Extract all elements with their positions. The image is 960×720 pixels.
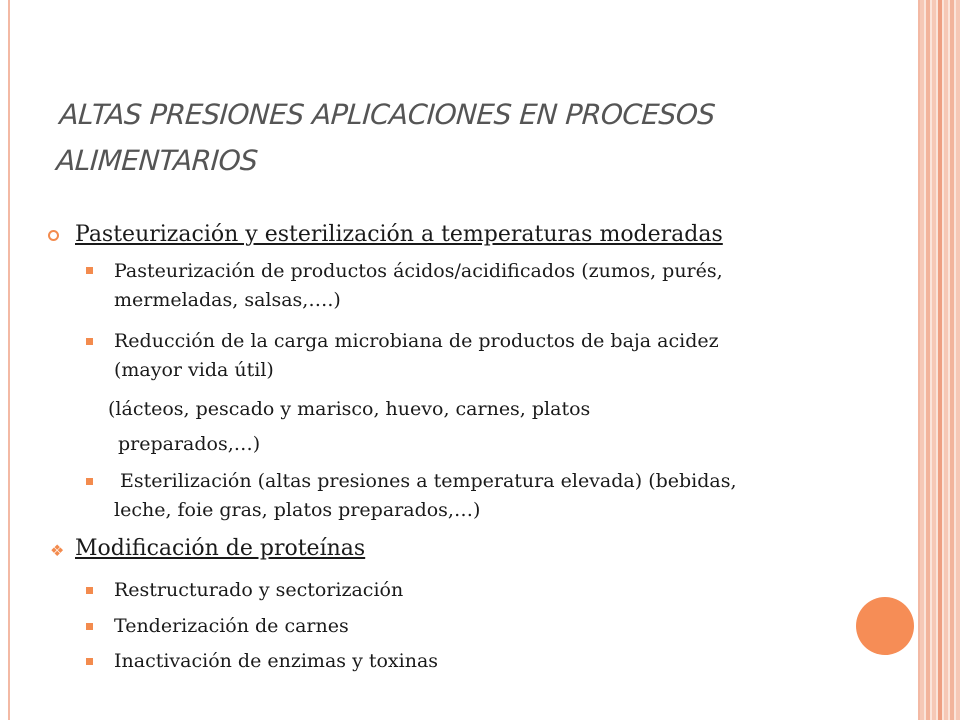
section-heading: Modificación de proteínas <box>75 536 366 561</box>
list-item: Inactivación de enzimas y toxinas <box>114 650 439 672</box>
list-item: Restructurado y sectorización <box>114 579 404 601</box>
list-item: Pasteurización de productos ácidos/acidificados (zumos, purés, <box>114 260 723 282</box>
diamond-bullet-icon: ❖ <box>50 541 65 560</box>
decorative-stripes <box>920 0 960 720</box>
square-bullet-icon <box>86 658 93 665</box>
square-bullet-icon <box>86 478 93 485</box>
list-item: leche, foie gras, platos preparados,…) <box>114 499 481 521</box>
list-item: Esterilización (altas presiones a temperatura elevada) (bebidas, <box>114 470 737 492</box>
square-bullet-icon <box>86 267 93 274</box>
ring-bullet-icon <box>48 230 59 241</box>
decorative-circle <box>856 597 914 655</box>
square-bullet-icon <box>86 587 93 594</box>
slide-title: ALTAS PRESIONES APLICACIONES EN PROCESOS ALIMENTARIOS <box>55 98 716 177</box>
list-item: (lácteos, pescado y marisco, huevo, carnes, platos <box>108 398 591 420</box>
section-heading: Pasteurización y esterilización a temperaturas moderadas <box>75 222 723 247</box>
list-item: Tenderización de carnes <box>114 615 349 637</box>
list-item: preparados,…) <box>118 433 261 455</box>
list-item: (mayor vida útil) <box>114 359 274 381</box>
square-bullet-icon <box>86 623 93 630</box>
list-item: Reducción de la carga microbiana de productos de baja acidez <box>114 330 719 352</box>
square-bullet-icon <box>86 338 93 345</box>
list-item: mermeladas, salsas,….) <box>114 289 341 311</box>
